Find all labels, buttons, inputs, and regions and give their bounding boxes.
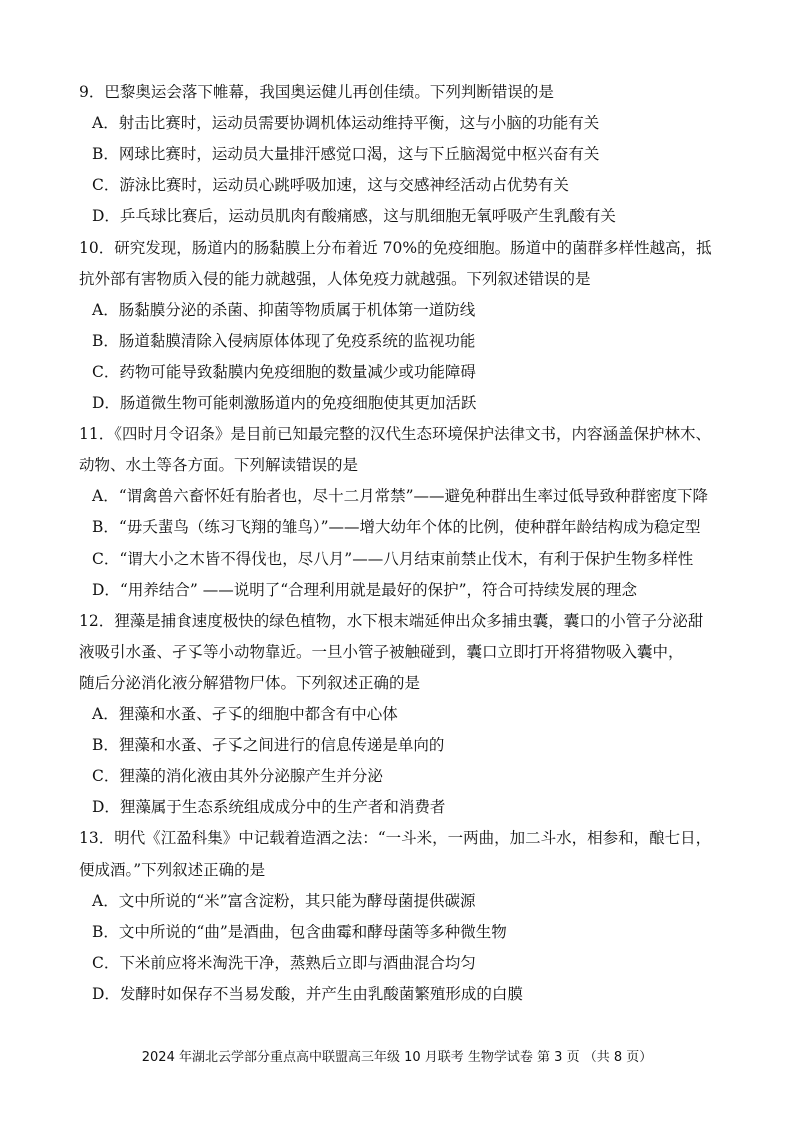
question-stem-line: 12．狸藻是捕食速度极快的绿色植物，水下根末端延伸出众多捕虫囊，囊口的小管子分泌甜: [79, 611, 704, 630]
answer-option-b: B．文中所说的“曲”是酒曲，包含曲霉和酵母菌等多种微生物: [92, 922, 507, 941]
answer-option-c: C．药物可能导致黏膜内免疫细胞的数量减少或功能障碍: [92, 362, 476, 381]
answer-option-d: D．乒乓球比赛后，运动员肌肉有酸痛感，这与肌细胞无氧呼吸产生乳酸有关: [92, 207, 616, 226]
question-stem-line: 便成酒。”下列叙述正确的是: [79, 860, 266, 879]
question-stem-line: 随后分泌消化液分解猎物尸体。下列叙述正确的是: [79, 673, 421, 692]
page-footer: 2024 年湖北云学部分重点高中联盟高三年级 10 月联考 生物学试卷 第 3 页 （共 8 页）: [141, 1050, 653, 1065]
answer-option-b: B．“毋夭蜚鸟（练习飞翔的雏鸟）”——增大幼年个体的比例，使种群年龄结构成为稳定型: [92, 518, 701, 537]
answer-option-d: D．发酵时如保存不当易发酸，并产生由乳酸菌繁殖形成的白膜: [92, 984, 523, 1003]
answer-option-b: B．肠道黏膜清除入侵病原体体现了免疫系统的监视功能: [92, 331, 476, 350]
question-stem-line: 抗外部有害物质入侵的能力就越强，人体免疫力就越强。下列叙述错误的是: [79, 269, 591, 288]
question-stem-line: 液吸引水蚤、孑孓等小动物靠近。一旦小管子被触碰到，囊口立即打开将猎物吸入囊中，: [79, 642, 684, 661]
answer-option-c: C．“谓大小之木皆不得伐也，尽八月”——八月结束前禁止伐木，有利于保护生物多样性: [92, 549, 694, 568]
answer-option-a: A．射击比赛时，运动员需要协调机体运动维持平衡，这与小脑的功能有关: [92, 114, 600, 133]
question-stem-line: 10．研究发现，肠道内的肠黏膜上分布着近 70%的免疫细胞。肠道中的菌群多样性越高，抵: [79, 238, 712, 257]
answer-option-b: B．网球比赛时，运动员大量排汗感觉口渴，这与下丘脑渴觉中枢兴奋有关: [92, 145, 600, 164]
answer-option-d: D．肠道微生物可能刺激肠道内的免疫细胞使其更加活跃: [92, 394, 477, 412]
answer-option-a: A．“谓禽兽六畜怀妊有胎者也，尽十二月常禁”——避免种群出生率过低导致种群密度下降: [92, 487, 709, 506]
answer-option-d: D．狸藻属于生态系统组成成分中的生产者和消费者: [92, 798, 446, 817]
answer-option-b: B．狸藻和水蚤、孑孓之间进行的信息传递是单向的: [92, 736, 445, 755]
question-stem-line: 动物、水土等各方面。下列解读错误的是: [79, 456, 359, 475]
answer-option-a: A．文中所说的“米”富含淀粉，其只能为酵母菌提供碳源: [92, 891, 476, 910]
question-stem-line: 13．明代《江盈科集》中记载着造酒之法：“一斗米，一两曲，加二斗水，相参和，酿七日，: [79, 829, 712, 848]
answer-option-a: A．肠黏膜分泌的杀菌、抑菌等物质属于机体第一道防线: [92, 300, 476, 319]
question-stem-line: 11．《四时月令诏条》是目前已知最完整的汉代生态环境保护法律文书，内容涵盖保护林木、: [79, 425, 711, 444]
answer-option-c: C．游泳比赛时，运动员心跳呼吸加速，这与交感神经活动占优势有关: [92, 176, 569, 195]
answer-option-c: C．下米前应将米淘洗干净，蒸熟后立即与酒曲混合均匀: [92, 953, 476, 972]
answer-option-d: D．“用养结合” ——说明了“合理利用就是最好的保护”，符合可持续发展的理念: [92, 580, 638, 599]
answer-option-a: A．狸藻和水蚤、孑孓的细胞中都含有中心体: [92, 705, 398, 723]
answer-option-c: C．狸藻的消化液由其外分泌腺产生并分泌: [92, 767, 383, 786]
question-stem-line: 9．巴黎奥运会落下帷幕，我国奥运健儿再创佳绩。下列判断错误的是: [79, 83, 554, 101]
